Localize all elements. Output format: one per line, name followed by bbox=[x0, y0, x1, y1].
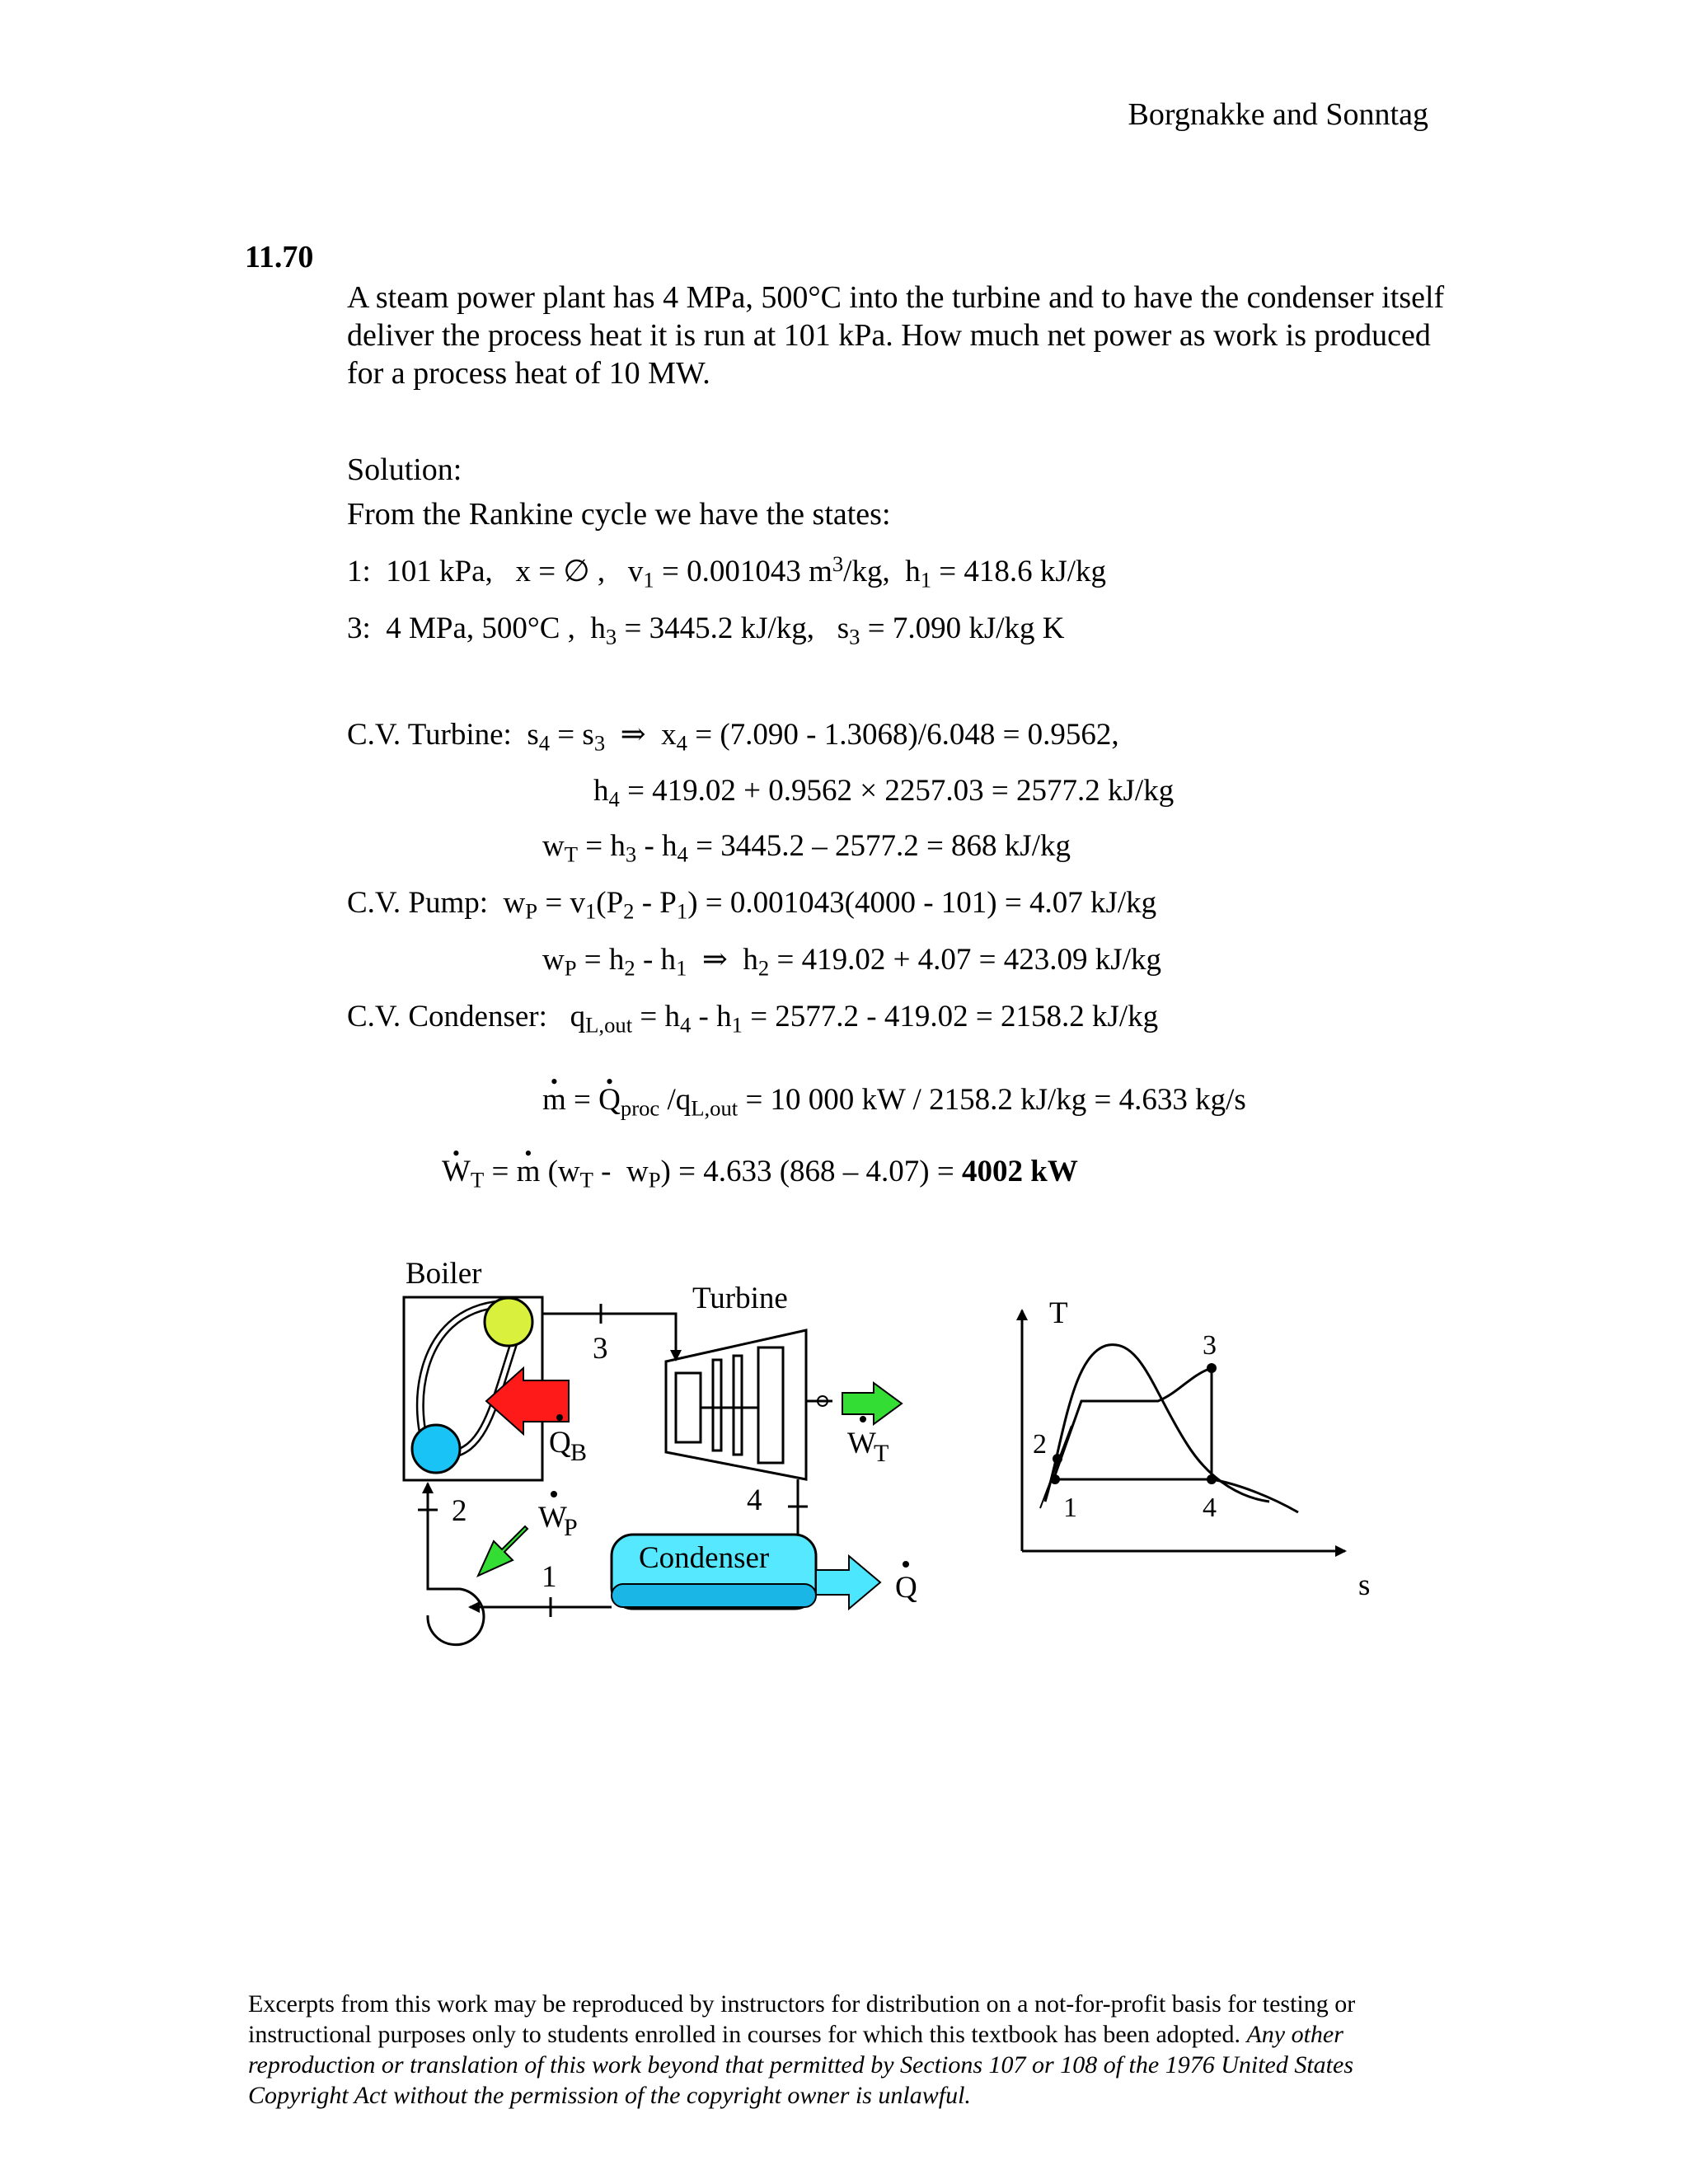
pump bbox=[428, 1526, 528, 1645]
boiler-label: Boiler bbox=[406, 1257, 482, 1291]
ts-state-2: 2 bbox=[1033, 1429, 1047, 1460]
copyright-footer bbox=[248, 1989, 1460, 2111]
cycle-path bbox=[1055, 1368, 1212, 1479]
ts-x-axis-label: s bbox=[1358, 1568, 1371, 1602]
footer-text: Excerpts from this work may be reproduced by instructors for distribution on a not-for-profit basis for testing or instructional purposes only to students enrolled in courses for which this textbook has been adopted. bbox=[248, 1990, 1356, 2048]
condenser-label: C.V. Condenser: bbox=[347, 1000, 547, 1033]
state-label-1: 1 bbox=[542, 1560, 557, 1594]
state-3-entropy: = 7.090 kJ/kg K bbox=[867, 612, 1065, 645]
state-1-line: 1: 101 kPa, x = ∅ , $v_1 = 0.001043$ $m^3/kg$, $h_1 = 418.6$ kJ/kg bbox=[347, 551, 1107, 593]
state-1-quality: x = ∅ , bbox=[515, 555, 606, 588]
state-label-3: 3 bbox=[593, 1332, 608, 1366]
state-label-2: 2 bbox=[452, 1494, 467, 1528]
problem-number: 11.70 bbox=[245, 240, 314, 274]
condenser-heat: = 2577.2 - 419.02 = 2158.2 kJ/kg bbox=[750, 1000, 1159, 1033]
turbine-x4: = (7.090 - 1.3068)/6.048 = 0.9562, bbox=[695, 718, 1119, 752]
state-label-4: 4 bbox=[747, 1483, 762, 1517]
state-1-pressure: 101 kPa, bbox=[386, 555, 493, 588]
mass-flow-value: = 10 000 kW / 2158.2 kJ/kg = 4.633 kg/s bbox=[745, 1083, 1246, 1117]
turbine-label: Turbine bbox=[692, 1282, 788, 1315]
turbine-work: = 3445.2 – 2577.2 = 868 kJ/kg bbox=[696, 829, 1071, 863]
boiler-drum-top bbox=[485, 1298, 532, 1346]
turbine-line-1: C.V. Turbine: $s_4 = s_3$ ⇒ $x_4 = (7.090 - 1.3068)/6.048 = 0.9562$, bbox=[347, 718, 1119, 756]
state-1-enthalpy: = 418.6 kJ/kg bbox=[939, 555, 1107, 588]
pump-label: C.V. Pump: bbox=[347, 886, 489, 920]
boiler bbox=[404, 1297, 569, 1480]
mass-flow-line: • m = • $Q_{proc}$ $/q_{L,out} = 10$ 000 kW / 2158.2 kJ/kg = 4.633 kg/s bbox=[542, 1082, 1246, 1118]
pump-line-1: C.V. Pump: $w_P = v_1(P_2 - P_1) = 0.001043(4000 - 101) = 4.07$ kJ/kg bbox=[347, 886, 1157, 924]
turbine-line-3: $w_T = h_3 - h_4 = 3445.2 - 2577.2 = 868$ kJ/kg bbox=[542, 829, 1071, 867]
footer-italic-text: Any other reproduction or translation of this work beyond that permitted by Sections 107 or 108 of the 1976 United States Copyright Act without the permission of the copyright owner is unlawful. bbox=[248, 2021, 1354, 2109]
svg-text:P: P bbox=[564, 1514, 578, 1541]
turbine-line-2: $h_4 = 419.02 + 0.9562 \times 2257.03 = 2577.2$ kJ/kg bbox=[593, 774, 1175, 812]
turbine-label: C.V. Turbine: bbox=[347, 718, 512, 752]
ts-state-4: 4 bbox=[1203, 1493, 1217, 1523]
svg-text:B: B bbox=[570, 1439, 588, 1466]
solution-intro: From the Rankine cycle we have the states: bbox=[347, 497, 891, 532]
pump-line-2: $w_P = h_2 - h_1$ ⇒ $h_2 = 419.02 + 4.07 = 423.09$ kJ/kg bbox=[542, 943, 1161, 981]
svg-text:W: W bbox=[847, 1427, 876, 1460]
state-3-enthalpy: = 3445.2 kJ/kg, bbox=[624, 612, 815, 645]
process-heat-label bbox=[895, 1561, 917, 1605]
svg-text:W: W bbox=[538, 1501, 567, 1535]
state-3-conditions: 4 MPa, 500°C , bbox=[386, 612, 575, 645]
condenser-line: C.V. Condenser: $q_{L,out} = h_4 - h_1 = 2577.2 - 419.02 = 2158.2$ kJ/kg bbox=[347, 1000, 1159, 1038]
pump-work: = 0.001043(4000 - 101) = 4.07 kJ/kg bbox=[705, 886, 1157, 920]
turbine-work-arrow bbox=[842, 1383, 902, 1424]
net-power-line: • $W_T$ = • m $(w_T - w_P) = 4.633$ (868 – 4.07) = 4002 kW bbox=[442, 1154, 1078, 1190]
saturation-dome bbox=[1045, 1345, 1269, 1502]
svg-text:Q: Q bbox=[549, 1426, 571, 1460]
pump-work-arrow bbox=[478, 1526, 528, 1576]
svg-text:Q: Q bbox=[895, 1571, 917, 1605]
state-3-label: 3: bbox=[347, 612, 371, 645]
pump-h2: = 419.02 + 4.07 = 423.09 kJ/kg bbox=[776, 943, 1161, 977]
ts-y-axis-label: T bbox=[1049, 1296, 1068, 1330]
net-power-result: 4002 kW bbox=[962, 1155, 1078, 1188]
net-power-expression: = 4.633 (868 – 4.07) = bbox=[678, 1155, 954, 1188]
heat-out-arrow bbox=[816, 1556, 880, 1609]
condenser-label: Condenser bbox=[639, 1541, 770, 1575]
problem-statement: A steam power plant has 4 MPa, 500°C into the turbine and to have the condenser itself deliver the process heat it is run at 101 kPa. How much net power as work is produced for a process heat of 10 MW. bbox=[347, 280, 1445, 391]
pump-work-label bbox=[538, 1491, 578, 1541]
state-1-label: 1: bbox=[347, 555, 371, 588]
ts-diagram bbox=[1022, 1296, 1370, 1602]
solution-heading: Solution: bbox=[347, 452, 462, 487]
svg-text:T: T bbox=[874, 1440, 889, 1467]
boiler-drum-bottom bbox=[412, 1425, 460, 1473]
state-3-line: 3: 4 MPa, 500°C , $h_3 = 3445.2$ kJ/kg, $s_3 = 7.090$ kJ/kg K bbox=[347, 612, 1065, 649]
ts-state-3: 3 bbox=[1203, 1330, 1217, 1361]
turbine-work-label bbox=[847, 1416, 889, 1467]
state-1-volume-unit: /kg, bbox=[843, 555, 890, 588]
turbine-h4: = 419.02 + 0.9562 × 2257.03 = 2577.2 kJ/kg bbox=[627, 774, 1175, 808]
ts-state-1: 1 bbox=[1063, 1493, 1077, 1523]
state-1-specific-volume: = 0.001043 m bbox=[661, 555, 832, 588]
page-header-authors: Borgnakke and Sonntag bbox=[1128, 97, 1428, 132]
